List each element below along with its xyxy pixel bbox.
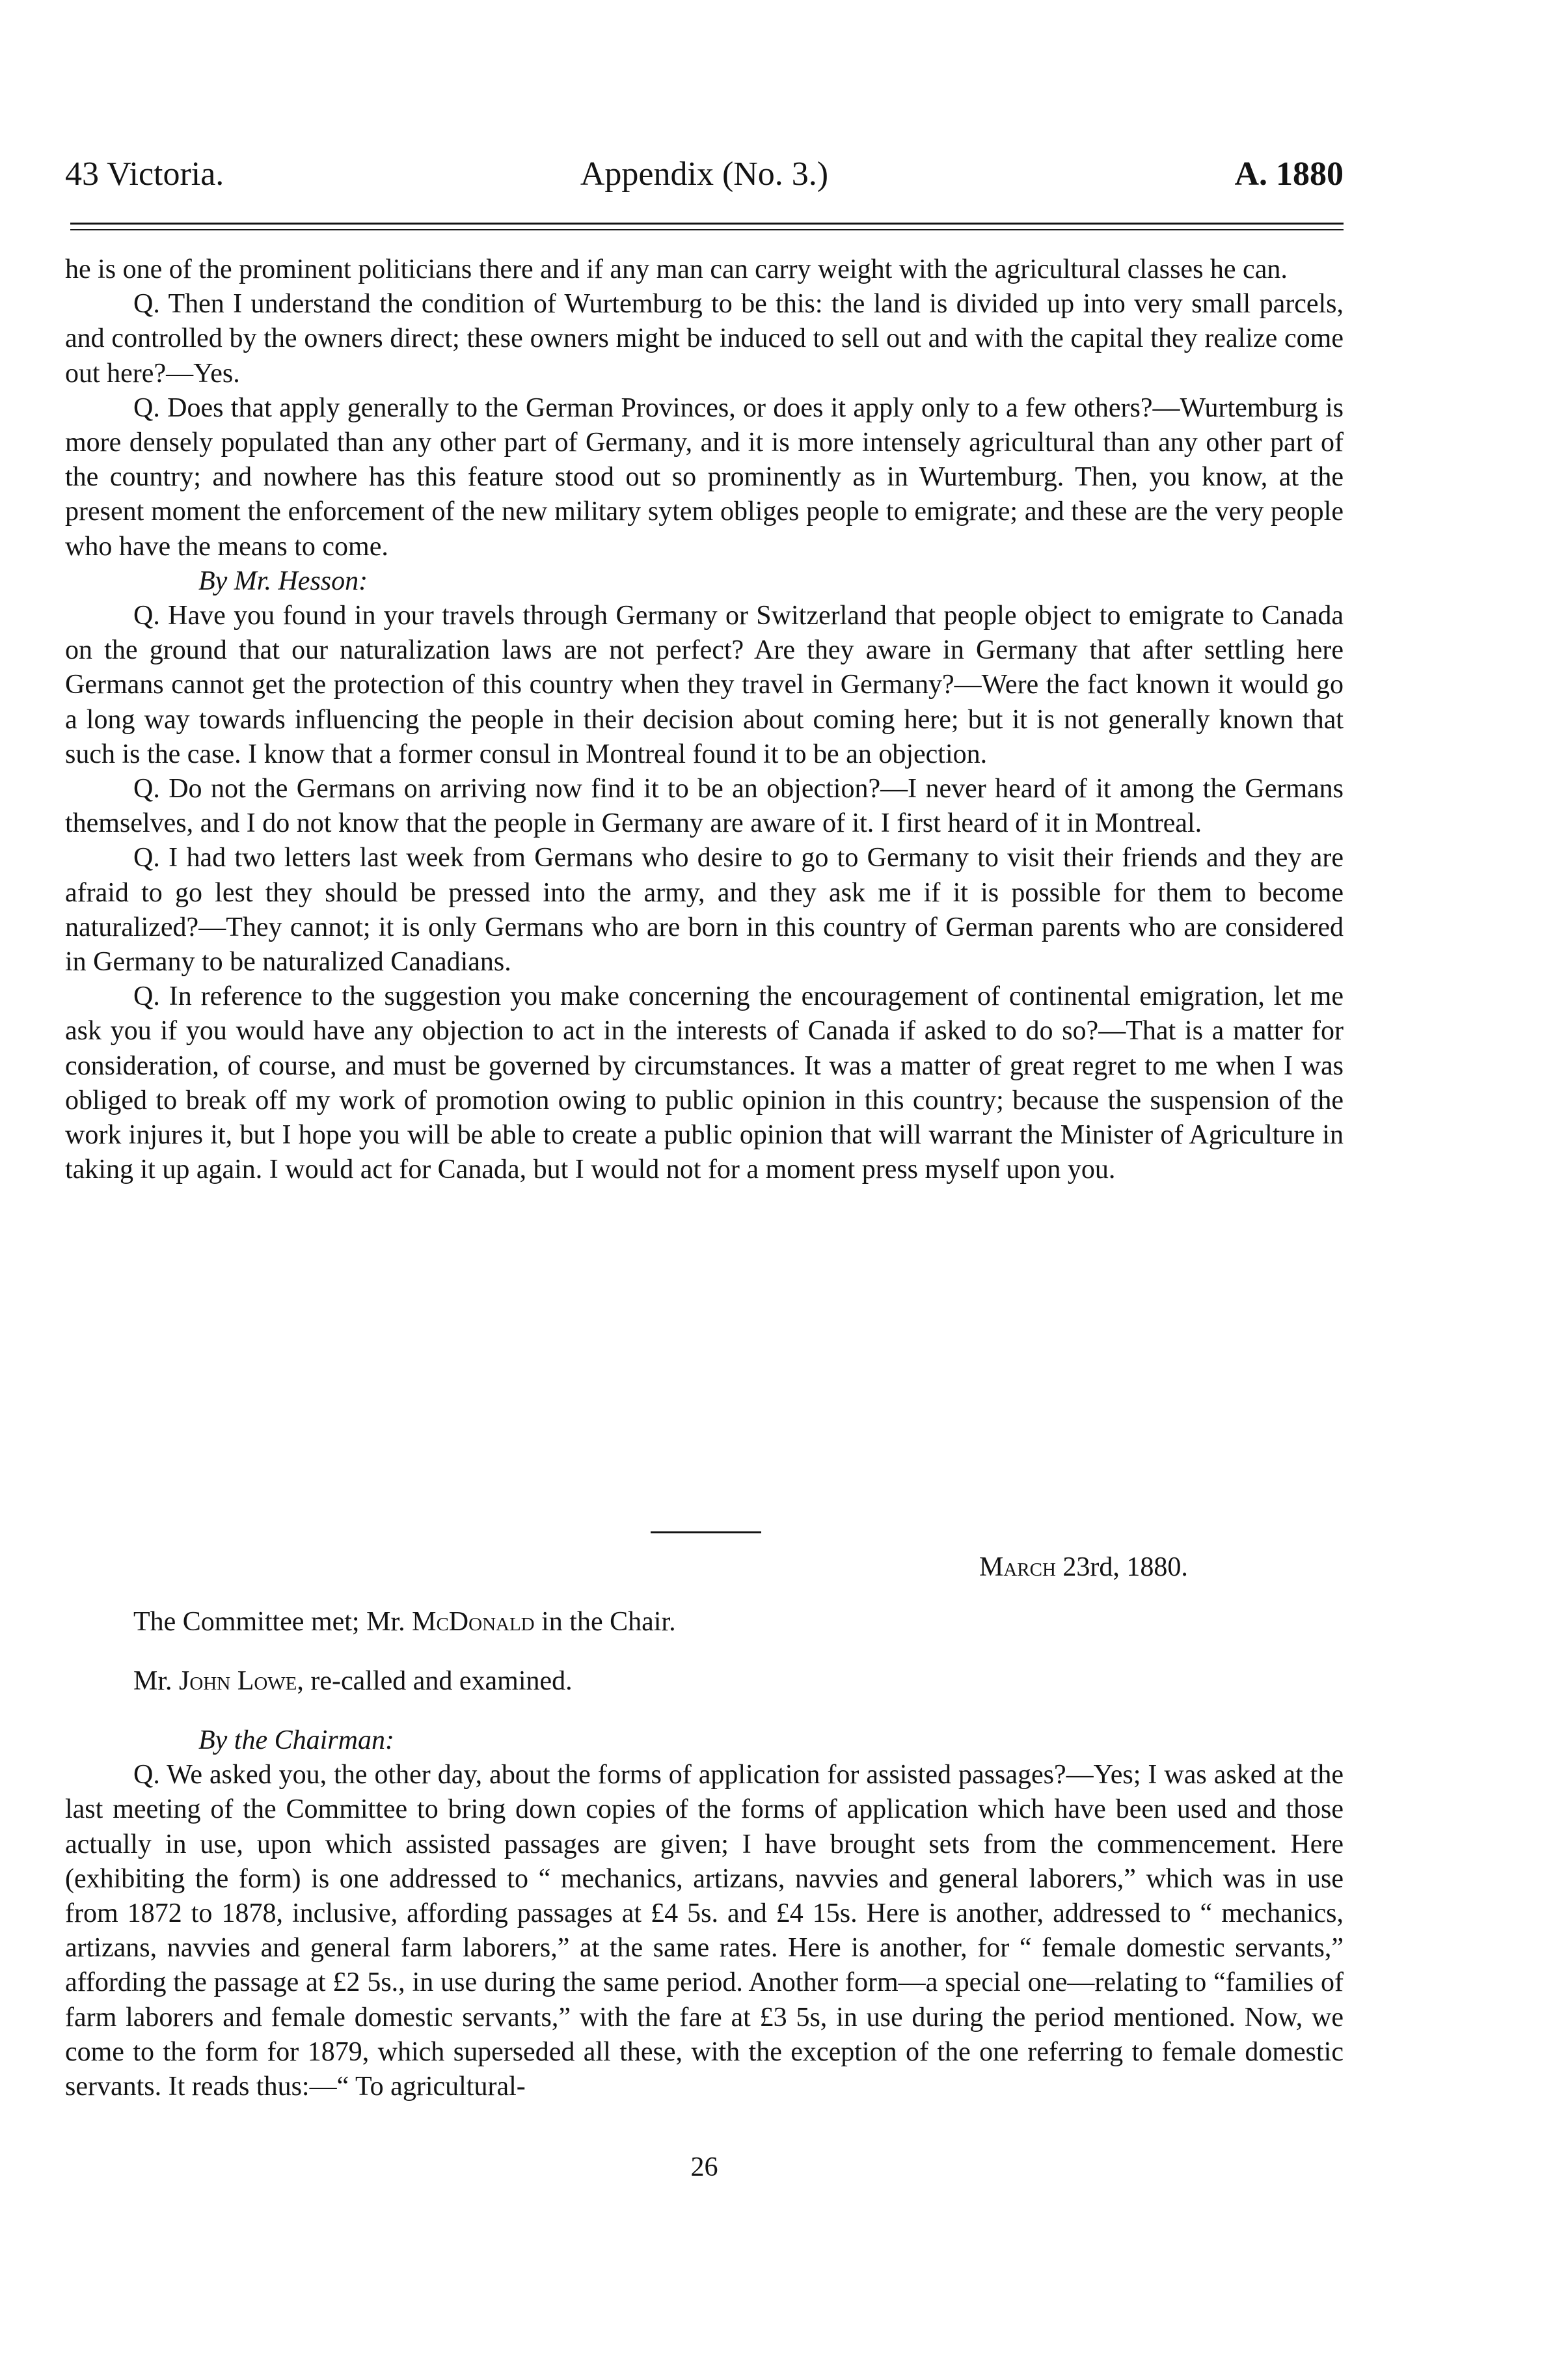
meeting-post: in the Chair. — [534, 1607, 676, 1637]
chair-name: McDonald — [412, 1607, 535, 1637]
witness-name: John Lowe — [179, 1666, 297, 1696]
speaker-heading: By the Chairman: — [198, 1725, 394, 1755]
meeting-line — [133, 1605, 676, 1639]
running-header — [65, 155, 1344, 194]
section-separator — [651, 1531, 761, 1533]
session-date — [979, 1550, 1278, 1585]
page-number: 26 — [690, 2152, 718, 2182]
paragraph: Q. In reference to the suggestion you make concerning the encouragement of continental emigration, let me ask you if you would have any objection to act in the interests of Canada if asked to do so?—That is a matter for consideration, of course, and must be governed by circumstances. It was a matter of great regret to me when I was obliged to break off my work of promotion owing to public opinion in this country; because the suspension of the work injures it, but I hope you will be able to create a public opinion that will warrant the Minister of Agriculture in taking it up again. I would act for Canada, but I would not for a moment press myself upon you. — [65, 981, 1344, 1185]
paragraph: Q. Then I understand the condition of Wurtemburg to be this: the land is divided up into very small parcels, and controlled by the owners direct; these owners might be induced to sell out and with the capital they realize come out here?—Yes. — [65, 289, 1344, 389]
header-rule-bottom — [70, 229, 1344, 230]
session-label: 43 Victoria. — [65, 156, 224, 193]
paragraph: Q. Does that apply generally to the German Provinces, or does it apply only to a few others?—Wurtemburg is more densely populated than any other part of Germany, and it is more intensely agricultural than any other part of the country; and nowhere has this feature stood out so prominently as in Wurtemburg. Then, you know, at the present moment the enforcement of the new military sytem obliges people to emigrate; and these are the very people who have the means to come. — [65, 392, 1344, 562]
paragraph: Q. I had two letters last week from Germans who desire to go to Germany to visit their friends and they are afraid to go lest they should be pressed into the army, and they ask me if it is possible for them to become naturalized?—They cannot; it is only Germans who are born in this country of German parents who are considered in Germany to be naturalized Canadians. — [65, 843, 1344, 978]
speaker-heading: By Mr. Hesson: — [198, 566, 368, 596]
header-rule-top — [70, 223, 1344, 225]
testimony-text-2 — [65, 1723, 1344, 2104]
appendix-label: Appendix (No. 3.) — [580, 156, 829, 193]
testimony-text-1 — [65, 253, 1344, 1187]
date-rest: 23rd, 1880. — [1055, 1552, 1188, 1582]
witness-line — [133, 1664, 573, 1699]
paragraph: Q. Do not the Germans on arriving now find it to be an objection?—I never heard of it among the Germans themselves, and I do not know that the people in Germany are aware of it. I first heard of it in Montreal. — [65, 774, 1344, 839]
year-label: A. 1880 — [1234, 156, 1344, 193]
date-month: March — [979, 1552, 1056, 1582]
paragraph: he is one of the prominent politicians there and if any man can carry weight with the agricultural classes he can. — [65, 254, 1288, 284]
paragraph: Q. Have you found in your travels through Germany or Switzerland that people object to emigrate to Canada on the ground that our naturalization laws are not perfect? Are they aware in Germany that after settling here Germans cannot get the protection of this country when they travel in Germany?—Were the fact known it would go a long way towards influencing the people in their decision about coming here; but it is not generally known that such is the case. I know that a former consul in Montreal found it to be an objection. — [65, 601, 1344, 769]
witness-post: , re-called and examined. — [297, 1666, 573, 1696]
witness-pre: Mr. — [133, 1666, 180, 1696]
meeting-pre: The Committee met; Mr. — [133, 1607, 412, 1637]
paragraph: Q. We asked you, the other day, about the forms of application for assisted passages?—Yes; I was asked at the last meeting of the Committee to bring down copies of the forms of application which have been used and those actually in use, upon which assisted passages are given; I have brought sets from the commencement. Here (exhibiting the form) is one addressed to “ mechanics, artizans, navvies and general laborers,” which was in use from 1872 to 1878, inclusive, affording passages at £4 5s. and £4 15s. Here is another, addressed to “ mechanics, artizans, navvies and general farm laborers,” at the same rates. Here is another, for “ female domestic servants,” affording the passage at £2 5s., in use during the same period. Another form—a special one—relating to “families of farm laborers and female domestic servants,” with the fare at £3 5s, in use during the period mentioned. Now, we come to the form for 1879, which superseded all these, with the exception of the one referring to female domestic servants. It reads thus:—“ To agricultural- — [65, 1760, 1344, 2102]
